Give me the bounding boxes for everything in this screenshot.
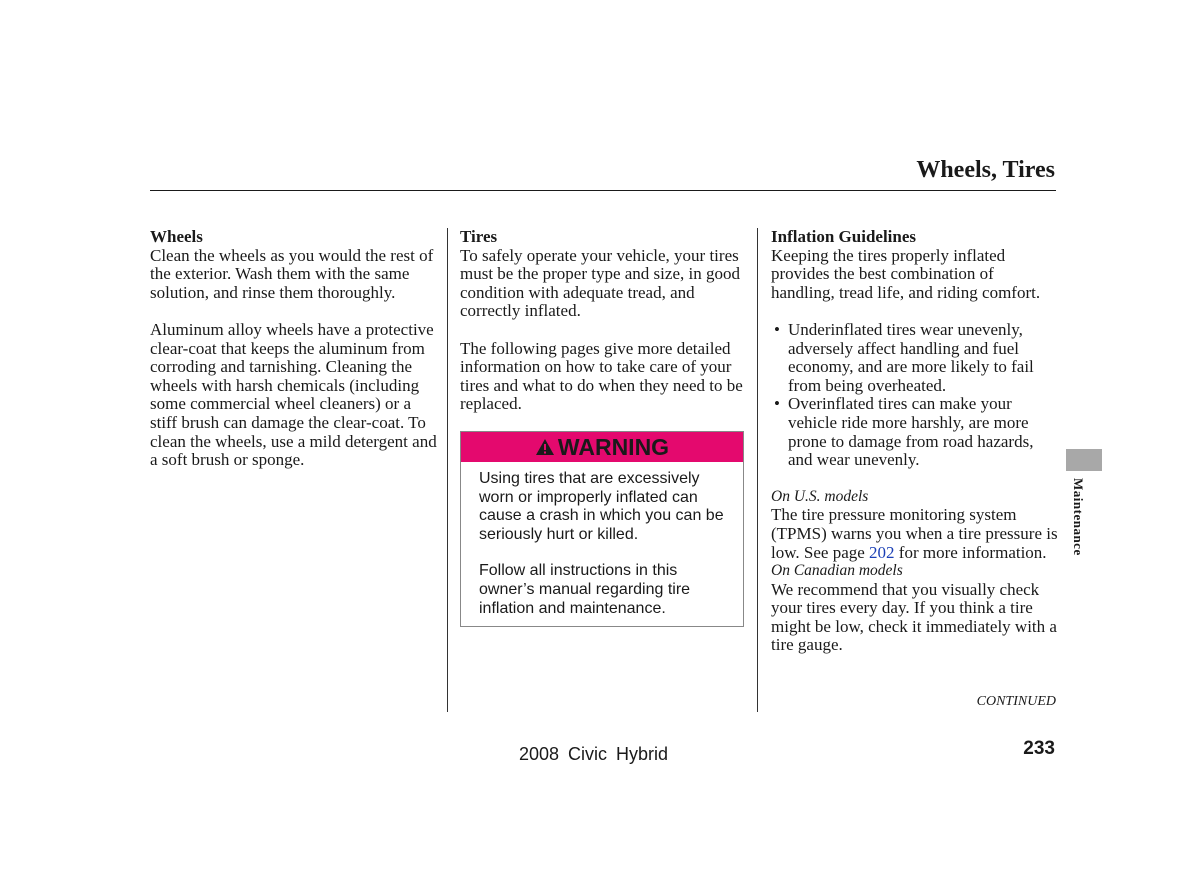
wheels-section (150, 228, 442, 470)
warning-header (461, 432, 743, 462)
warning-triangle-icon (535, 438, 555, 456)
tires-paragraph-2: The following pages give more detailed information on how to take care of your tires and what to do when they need to be replaced. (460, 338, 743, 414)
column-divider (757, 228, 758, 712)
us-text-after: for more information. (894, 542, 1047, 562)
wheels-heading: Wheels (150, 227, 203, 246)
column-divider (447, 228, 448, 712)
bullet-text: Overinflated tires can make your vehicle ride more harshly, are more prone to damage from road hazards, and wear unevenly. (788, 394, 1034, 470)
page-number: 233 (1023, 738, 1055, 759)
continued-label: CONTINUED (976, 694, 1056, 709)
section-tab-label: Maintenance (1071, 478, 1086, 556)
us-models-label: On U.S. models (771, 487, 869, 505)
warning-paragraph-2: Follow all instructions in this owner’s manual regarding tire inflation and maintenance. (479, 562, 691, 617)
footer-model: 2008 Civic Hybrid (519, 744, 669, 764)
tires-paragraph-1: To safely operate your vehicle, your tires must be the proper type and size, in good condition with adequate tread, and correctly inflated. (460, 245, 740, 321)
list-item (771, 395, 1061, 469)
tires-section (460, 228, 750, 414)
tires-heading: Tires (460, 227, 498, 246)
page-reference-link[interactable]: 202 (869, 542, 895, 562)
list-item (771, 321, 1061, 395)
wheels-paragraph-2: Aluminum alloy wheels have a protective clear-coat that keeps the aluminum from corroding and tarnishing. Cleaning the wheels with harsh chemicals (including some commercial wheel cleaners) or a stiff brush can damage the clear-coat. To clean the wheels, use a mild detergent and a soft brush or sponge. (150, 319, 437, 470)
inflation-intro: Keeping the tires properly inflated provides the best combination of handling, tread life, and riding comfort. (771, 245, 1041, 302)
bullet-icon: • (774, 394, 780, 414)
bullet-icon: • (774, 319, 780, 339)
title-rule (150, 190, 1056, 191)
bullet-text: Underinflated tires wear unevenly, adversely affect handling and fuel economy, and are more likely to fail from being overheated. (788, 319, 1034, 395)
warning-paragraph-1: Using tires that are excessively worn or improperly inflated can cause a crash in which you can be seriously hurt or killed. (479, 470, 724, 543)
us-text-before: The tire pressure monitoring system (TPMS) warns you when a tire pressure is low. See page (771, 505, 1058, 562)
warning-label: WARNING (557, 433, 670, 460)
canadian-models-text: We recommend that you visually check your tires every day. If you think a tire might be low, check it immediately with a tire gauge. (771, 579, 1057, 655)
warning-body (461, 462, 743, 618)
inflation-heading: Inflation Guidelines (771, 227, 917, 246)
canadian-models-label: On Canadian models (771, 562, 903, 580)
section-tab (1066, 449, 1102, 471)
page-title: Wheels, Tires (916, 157, 1055, 183)
wheels-paragraph-1: Clean the wheels as you would the rest of the exterior. Wash them with the same solution, and rinse them thoroughly. (150, 245, 434, 302)
inflation-bullet-list (771, 321, 1061, 470)
us-models-text (771, 506, 1061, 562)
inflation-section (771, 228, 1061, 655)
warning-box (460, 431, 744, 627)
